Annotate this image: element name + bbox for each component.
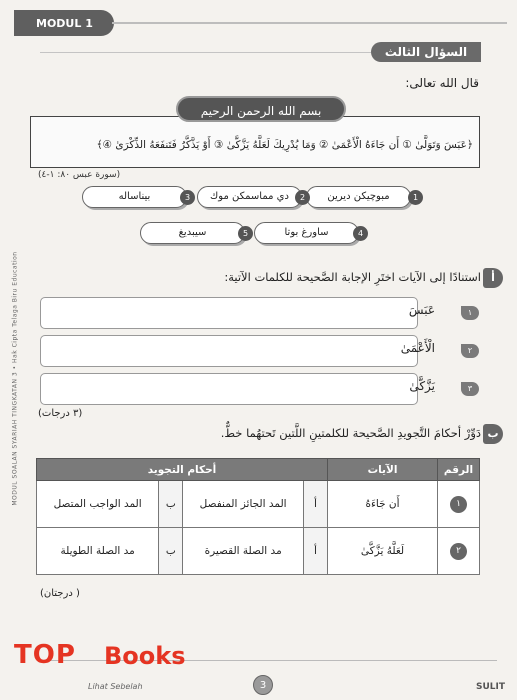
option-5	[140, 222, 245, 244]
table-row	[37, 481, 480, 528]
header-verse: الآيات	[328, 459, 438, 481]
header-num: الرقم	[438, 459, 480, 481]
section-b-instruction: دَوِّرْ أحكامَ التَّجويدِ الصَّحيحة للكلمتينِ اللَّتين تَحتهُما خطٌّ.	[220, 426, 481, 440]
verse-cell: لَعَلَّهُ يَزَّكَّىٰ	[328, 528, 438, 575]
row-number: ١	[450, 496, 467, 513]
option-1-text: مبوچيكن ديرين	[327, 191, 390, 202]
intro-text: قال الله تعالى:	[405, 76, 479, 90]
option-a-letter[interactable]: أ	[304, 528, 328, 575]
option-a-text[interactable]: المد الجائز المنفصل	[183, 481, 304, 528]
section-b-marks: ( درجتان)	[40, 588, 80, 599]
option-a-letter[interactable]: أ	[304, 481, 328, 528]
option-3	[82, 186, 187, 208]
question-label: السؤال الثالث	[371, 42, 481, 62]
option-2	[197, 186, 302, 208]
brand-top: TOP	[14, 640, 76, 670]
page-number: 3	[253, 675, 273, 695]
option-3-text: بيناساله	[118, 191, 151, 202]
option-a-text[interactable]: مد الصلة القصيرة	[183, 528, 304, 575]
option-b-letter[interactable]: ب	[159, 481, 183, 528]
section-a-instruction: استنادًا إلى الآيات اختَرِ الإجابة الصَّحيحة للكلمات الآتية:	[224, 270, 481, 284]
option-5-number: 5	[238, 226, 253, 241]
basmala-banner: بسم الله الرحمن الرحيم	[176, 96, 346, 122]
answer-row-1[interactable]	[40, 297, 418, 329]
row-1-word: عَبَسَ	[408, 303, 435, 317]
verse-cell: أَن جَاءَهُ	[328, 481, 438, 528]
section-b-badge: ب	[483, 424, 503, 444]
sulit-label: SULIT	[475, 682, 505, 692]
top-rule	[112, 22, 507, 24]
section-a-marks: (٣ درجات)	[38, 408, 83, 419]
header-rules: أحكام التجويد	[37, 459, 328, 481]
section-a-badge: أ	[483, 268, 503, 288]
row-number: ٢	[450, 543, 467, 560]
option-4	[254, 222, 359, 244]
row-2-word: الْأَعْمَىٰ	[400, 341, 435, 355]
option-b-text[interactable]: المد الواجب المتصل	[37, 481, 159, 528]
option-3-number: 3	[180, 190, 195, 205]
option-4-text: ساورغ بوتا	[284, 227, 329, 238]
module-tab: MODUL 1	[14, 10, 114, 36]
option-1-number: 1	[408, 190, 423, 205]
option-2-text: دي مماسمكن موك	[210, 191, 289, 202]
option-2-number: 2	[295, 190, 310, 205]
side-text: MODUL SOALAN SYARIAH TINGKATAN 3 • Hak Cipta Telaga Biru Education	[11, 251, 19, 506]
row-1-number: ١	[461, 306, 479, 320]
row-2-number: ٢	[461, 344, 479, 358]
lihat-sebelah: Lihat Sebelah	[88, 682, 143, 691]
option-4-number: 4	[353, 226, 368, 241]
row-3-number: ٣	[461, 382, 479, 396]
option-1	[306, 186, 411, 208]
tajwid-table	[36, 458, 480, 575]
option-5-text: سيبديغ	[178, 227, 207, 238]
brand-books: Books	[104, 642, 186, 670]
answer-row-2[interactable]	[40, 335, 418, 367]
topbooks-logo	[14, 640, 194, 676]
answer-row-3[interactable]	[40, 373, 418, 405]
option-b-letter[interactable]: ب	[159, 528, 183, 575]
verse-reference: (سورة عبس ٨٠: ١-٤)	[38, 170, 121, 180]
row-3-word: يَزَّكَّىٰ	[409, 379, 435, 393]
option-b-text[interactable]: مد الصلة الطويلة	[37, 528, 159, 575]
question-rule	[40, 52, 371, 53]
table-row	[37, 528, 480, 575]
verse-text: ﴿عَبَسَ وَتَوَلَّىٰ ① أَن جَاءَهُ الْأَعْمَىٰ ② وَمَا يُدْرِيكَ لَعَلَّهُ يَزَّكَّىٰ ③ أَوْ يَذَّكَّرُ فَتَنفَعَهُ الذِّكْرَىٰ ④﴾	[96, 139, 473, 151]
